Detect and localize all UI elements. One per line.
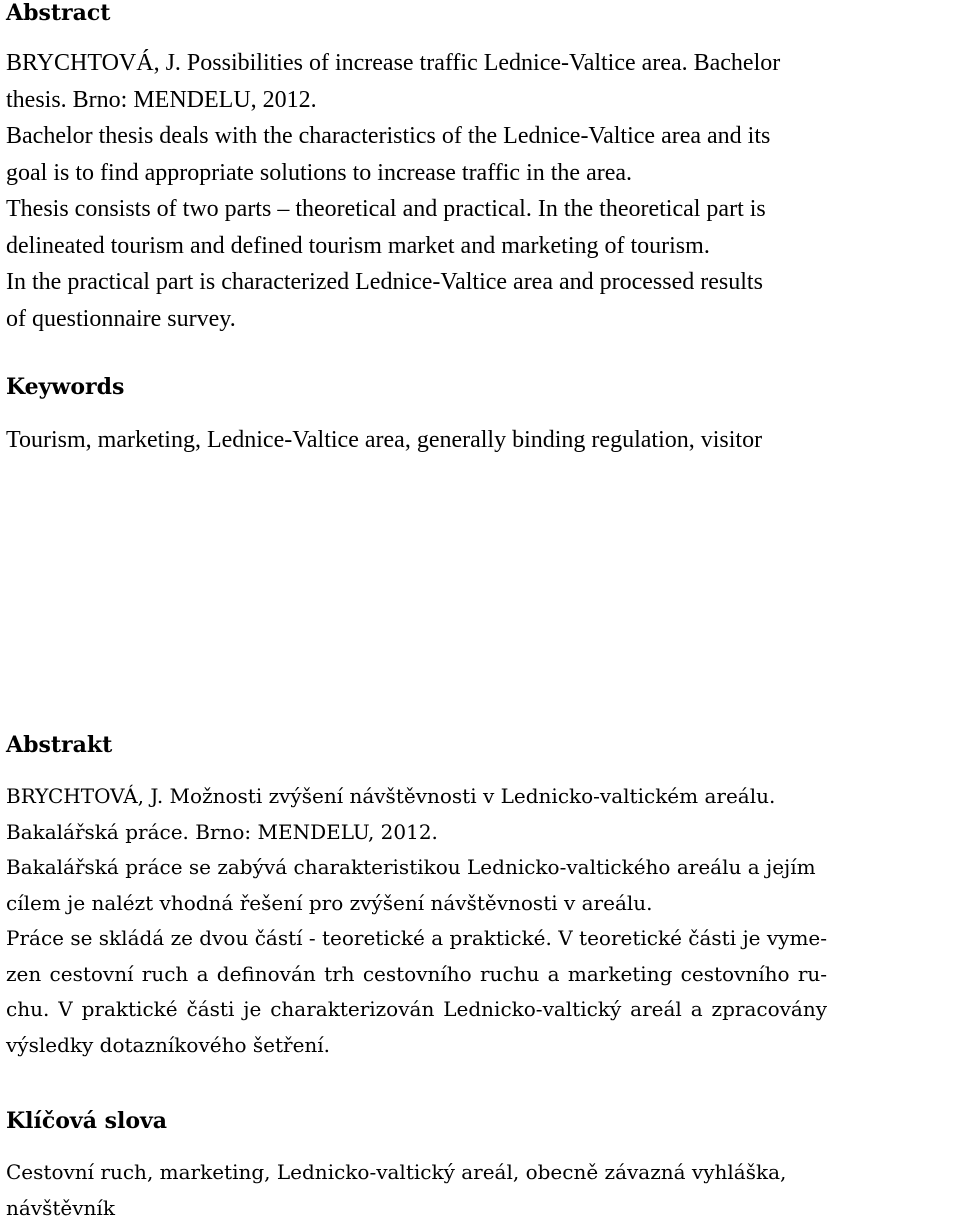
abstrakt-line: BRYCHTOVÁ, J. Možnosti zvýšení návštěvnosti v Lednicko-valtickém areálu. [6, 779, 827, 815]
klicova-slova-heading: Klíčová slova [6, 1108, 167, 1134]
abstract-line: In the practical part is characterized Lednice-Valtice area and processed results [6, 264, 780, 301]
abstrakt-line: cílem je nalézt vhodná řešení pro zvýšení návštěvnosti v areálu. [6, 886, 827, 922]
abstrakt-heading: Abstrakt [6, 732, 112, 758]
klicova-slova-line: Cestovní ruch, marketing, Lednicko-valtický areál, obecně závazná vyhláška, [6, 1155, 786, 1191]
klicova-slova-text [6, 1155, 786, 1226]
abstract-line: delineated tourism and defined tourism market and marketing of tourism. [6, 228, 780, 265]
keywords-heading: Keywords [6, 374, 124, 400]
keywords-line: Tourism, marketing, Lednice-Valtice area, generally binding regulation, visitor [6, 422, 762, 459]
abstract-line: of questionnaire survey. [6, 301, 780, 338]
abstract-text [6, 45, 780, 337]
abstrakt-line: výsledky dotazníkového šetření. [6, 1028, 827, 1064]
abstract-line: Thesis consists of two parts – theoretical and practical. In the theoretical part is [6, 191, 780, 228]
abstract-line: Bachelor thesis deals with the characteristics of the Lednice-Valtice area and its [6, 118, 780, 155]
abstrakt-line: chu. V praktické části je charakterizován Lednicko-valtický areál a zpracovány [6, 992, 827, 1028]
abstract-heading: Abstract [6, 0, 110, 26]
abstract-line: thesis. Brno: MENDELU, 2012. [6, 82, 780, 119]
abstrakt-text [6, 779, 827, 1063]
klicova-slova-line: návštěvník [6, 1191, 786, 1226]
abstrakt-line: zen cestovní ruch a definován trh cestovního ruchu a marketing cestovního ru- [6, 957, 827, 993]
abstract-line: BRYCHTOVÁ, J. Possibilities of increase traffic Lednice-Valtice area. Bachelor [6, 45, 780, 82]
abstrakt-line: Bakalářská práce se zabývá charakteristikou Lednicko-valtického areálu a jejím [6, 850, 827, 886]
abstract-line: goal is to find appropriate solutions to increase traffic in the area. [6, 155, 780, 192]
abstrakt-line: Práce se skládá ze dvou částí - teoretické a praktické. V teoretické části je vyme- [6, 921, 827, 957]
abstrakt-line: Bakalářská práce. Brno: MENDELU, 2012. [6, 815, 827, 851]
keywords-text [6, 422, 762, 459]
